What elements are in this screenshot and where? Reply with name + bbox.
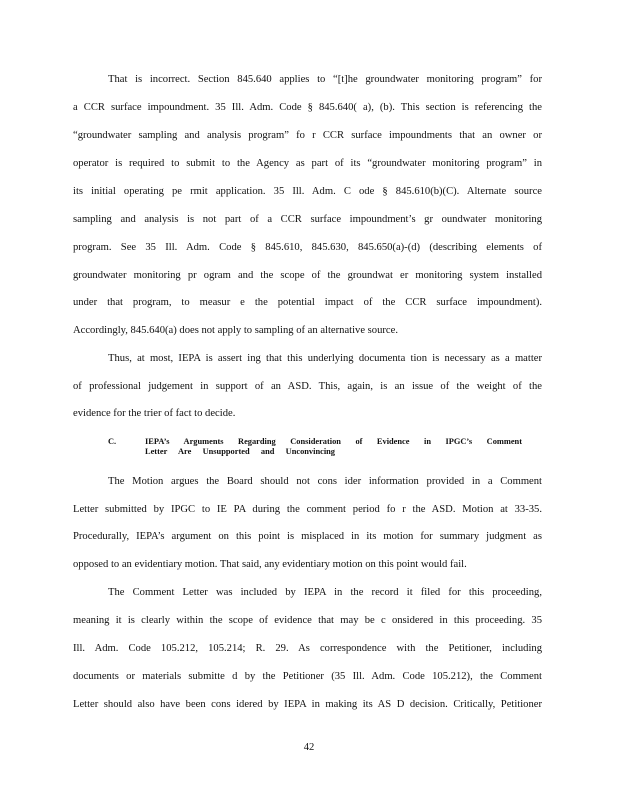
paragraph-1-line-4: operator is required to submit to the Agency as part of its “groundwater monitoring program” in xyxy=(73,158,542,169)
paragraph-3-line-1: The Motion argues the Board should not cons ider information provided in a Comment xyxy=(108,476,542,487)
paragraph-4-line-2: meaning it is clearly within the scope of evidence that may be c onsidered in this proceeding. 35 xyxy=(73,615,542,626)
paragraph-1-line-5: its initial operating pe rmit application. 35 Ill. Adm. C ode § 845.610(b)(C). Alternate source xyxy=(73,186,542,197)
paragraph-1-line-2: a CCR surface impoundment. 35 Ill. Adm. Code § 845.640( a), (b). This section is referencing the xyxy=(73,102,542,113)
section-heading-line-1: IEPA’s Arguments Regarding Consideration of Evidence in IPGC’s Comment xyxy=(145,437,522,446)
paragraph-1-line-8: groundwater monitoring pr ogram and the scope of the groundwat er monitoring system installed xyxy=(73,270,542,281)
paragraph-4-line-1: The Comment Letter was included by IEPA in the record it filed for this proceeding, xyxy=(108,587,542,598)
paragraph-1-line-9: under that program, to measur e the potential impact of the CCR surface impoundment). xyxy=(73,297,542,308)
paragraph-1-line-6: sampling and analysis is not part of a CCR surface impoundment’s gr oundwater monitoring xyxy=(73,214,542,225)
paragraph-3-line-3: Procedurally, IEPA’s argument on this point is misplaced in its motion for summary judgment as xyxy=(73,531,542,542)
paragraph-1-line-7: program. See 35 Ill. Adm. Code § 845.610, 845.630, 845.650(a)-(d) (describing elements of xyxy=(73,242,542,253)
paragraph-1-line-1: That is incorrect. Section 845.640 applies to “[t]he groundwater monitoring program” for xyxy=(108,74,542,85)
page-number: 42 xyxy=(303,742,315,753)
paragraph-4-line-3: Ill. Adm. Code 105.212, 105.214; R. 29. As correspondence with the Petitioner, including xyxy=(73,643,542,654)
paragraph-2-line-3: evidence for the trier of fact to decide. xyxy=(73,408,236,419)
paragraph-1-line-3: “groundwater sampling and analysis program” fo r CCR surface impoundments that an owner or xyxy=(73,130,542,141)
paragraph-3-line-2: Letter submitted by IPGC to IE PA during the comment period fo r the ASD. Motion at 33-35. xyxy=(73,504,542,515)
section-heading-line-2: Letter Are Unsupported and Unconvincing xyxy=(145,447,335,456)
paragraph-4-line-4: documents or materials submitte d by the Petitioner (35 Ill. Adm. Code 105.212), the Comment xyxy=(73,671,542,682)
paragraph-2-line-1: Thus, at most, IEPA is assert ing that this underlying documenta tion is necessary as a matter xyxy=(108,353,542,364)
paragraph-3-line-4: opposed to an evidentiary motion. That said, any evidentiary motion on this point would fail. xyxy=(73,559,467,570)
section-letter: C. xyxy=(108,437,117,446)
paragraph-4-line-5: Letter should also have been cons idered by IEPA in making its AS D decision. Critically, Petitioner xyxy=(73,699,542,710)
paragraph-2-line-2: of professional judgement in support of an ASD. This, again, is an issue of the weight of the xyxy=(73,381,542,392)
paragraph-1-line-10: Accordingly, 845.640(a) does not apply to sampling of an alternative source. xyxy=(73,325,398,336)
